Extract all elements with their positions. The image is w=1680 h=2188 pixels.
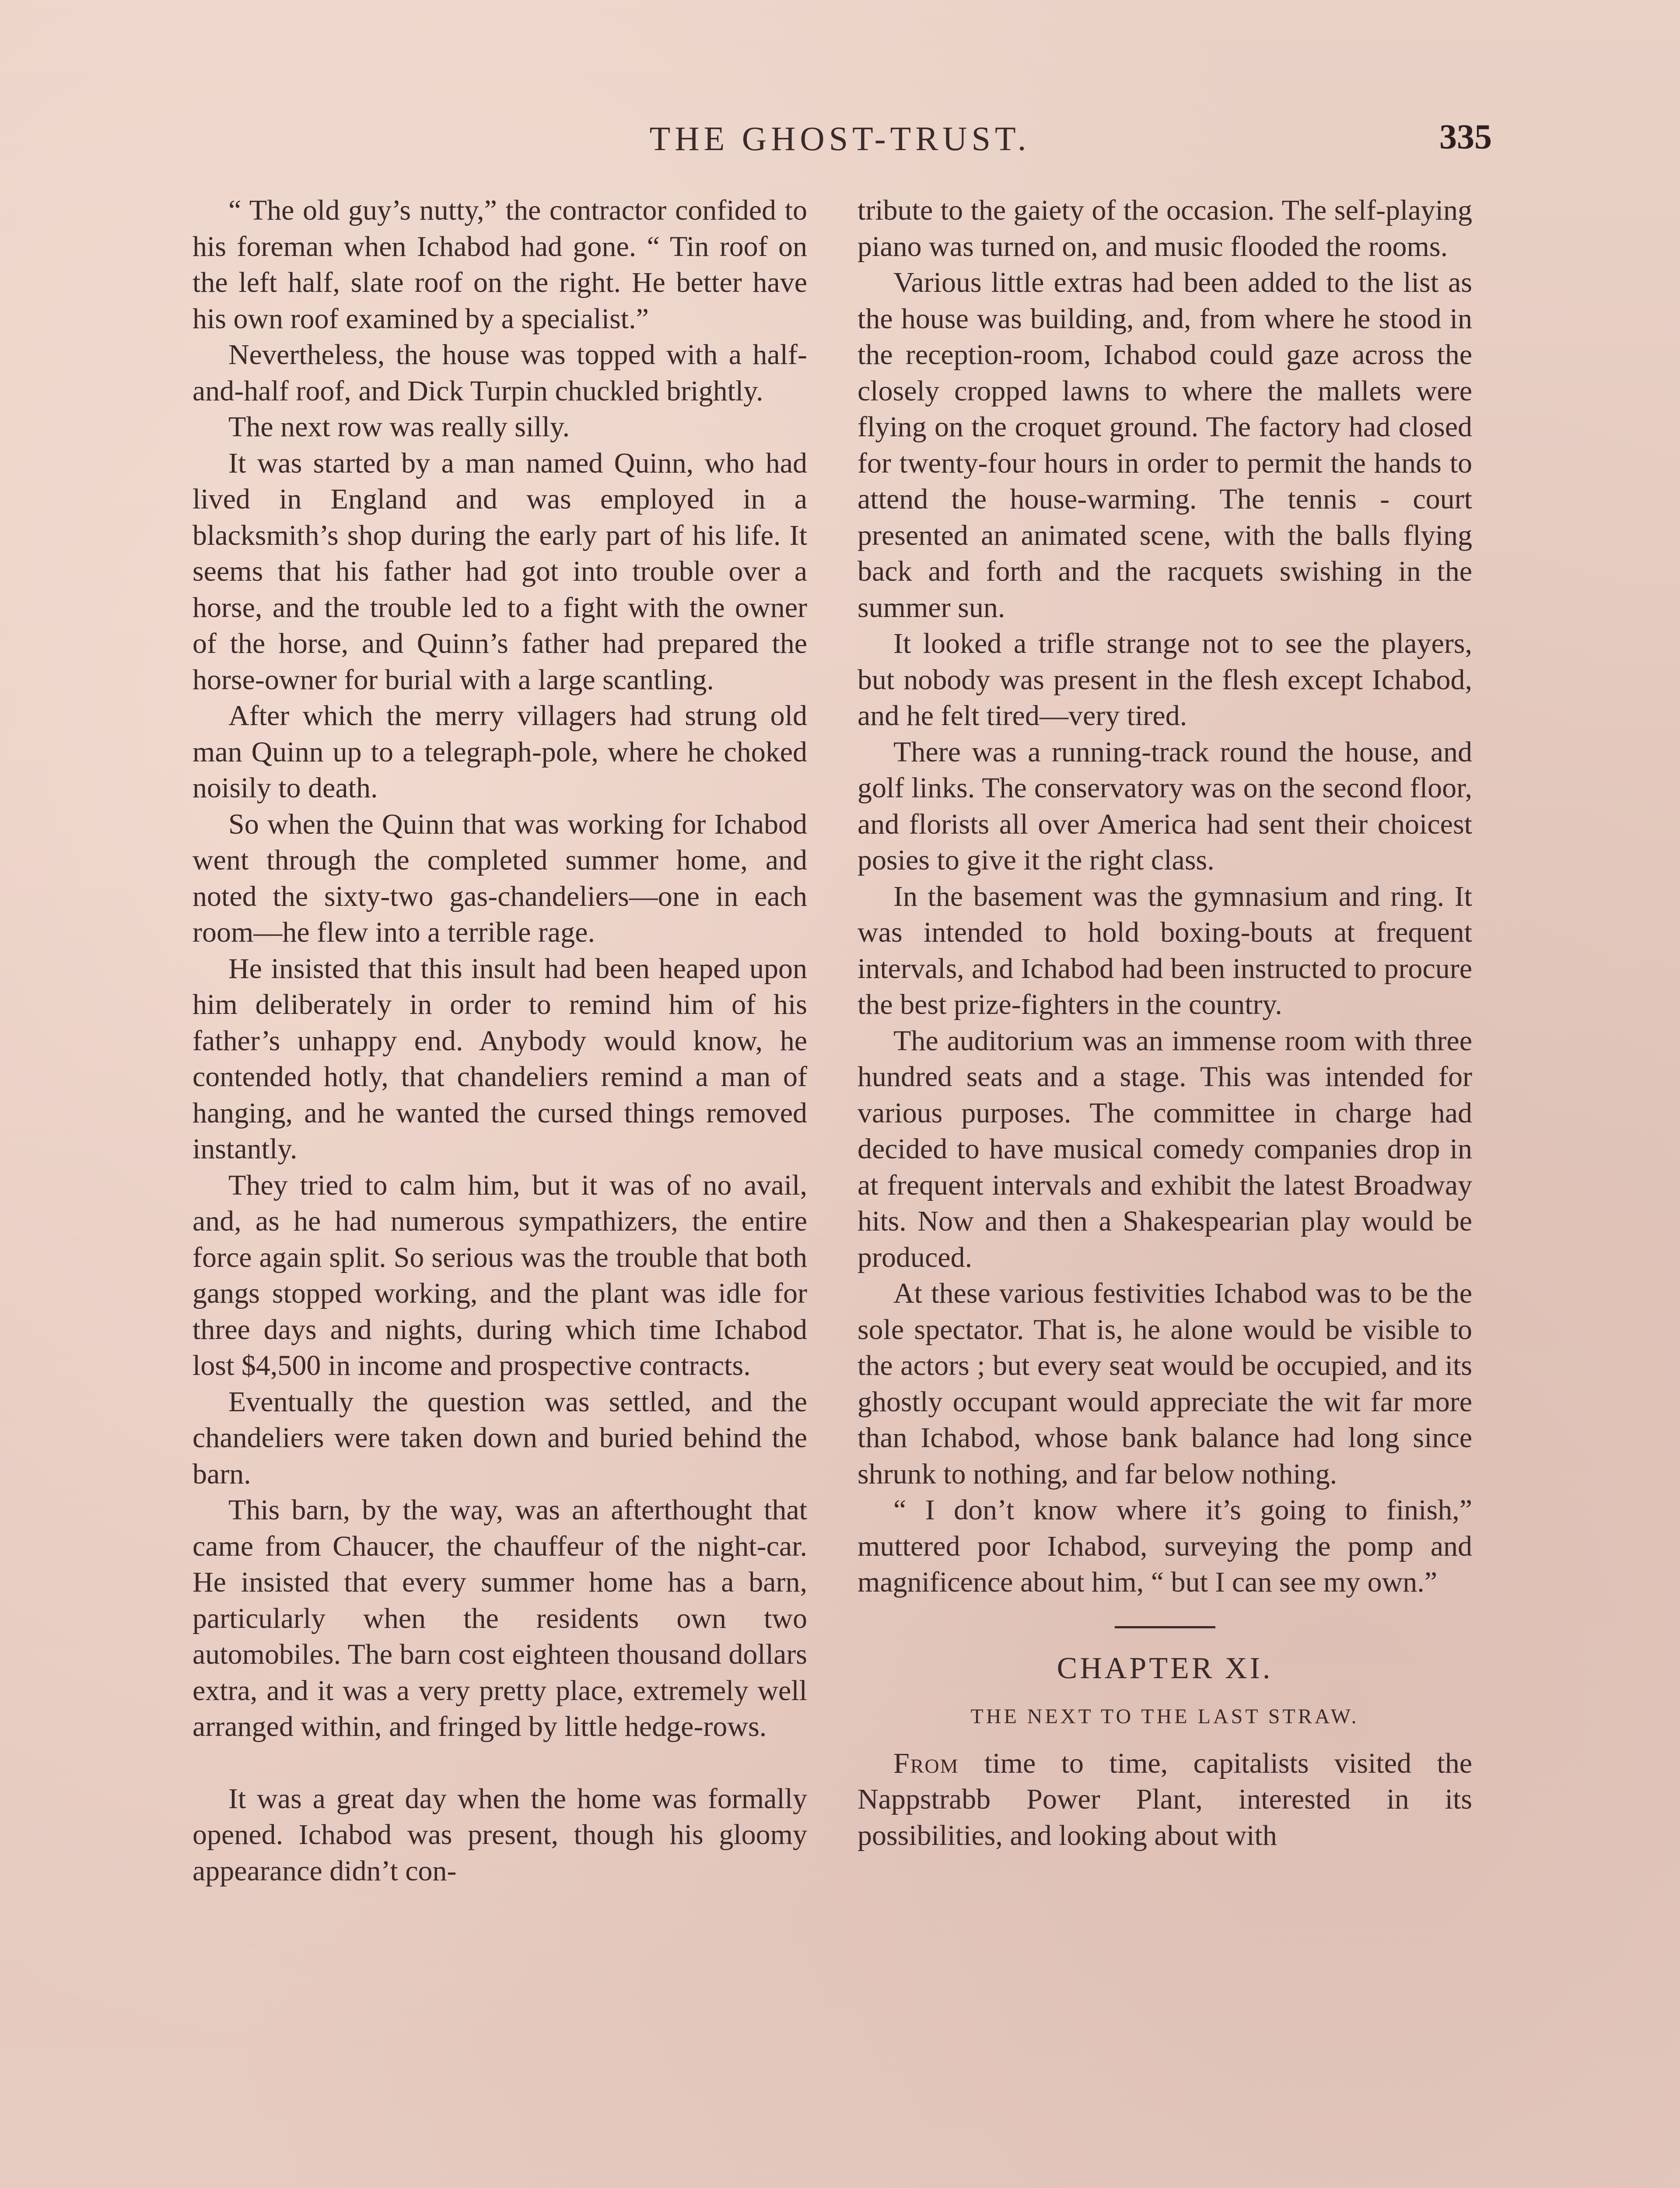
paragraph: This barn, by the way, was an afterthought that came from Chaucer, the chauffeur of the night-car. He insisted that every summer home has a barn, particularly when the residents own two automobiles. The barn cost eighteen thousand dollars extra, and it was a very pretty place, extremely well arranged within, and fringed by little hedge-rows. — [192, 1494, 807, 1743]
section-divider — [1115, 1626, 1215, 1628]
paragraph: After which the merry villagers had strung old man Quinn up to a telegraph-pole, where he choked noisily to death. — [192, 700, 807, 804]
chapter-opening-paragraph — [858, 1746, 1472, 1854]
paragraph: At these various festivities Ichabod was to be the sole spectator. That is, he alone would be visible to the actors ; but every seat would be occupied, and its ghostly occupant would appreciate the wit far more than Ichabod, whose bank balance had long since shrunk to nothing, and far below nothing. — [858, 1277, 1472, 1490]
right-text-column — [858, 193, 1472, 1854]
paragraph: “ The old guy’s nutty,” the contractor confided to his foreman when Ichabod had gone. “ Tin roof on the left half, slate roof on the right. He better have his own roof examined by a specialist.” — [192, 194, 807, 335]
opening-text: time to time, capitalists visited the Nappstrabb Power Plant, interested in its possibilities, and looking about with — [858, 1747, 1472, 1851]
paragraph: It was a great day when the home was formally opened. Ichabod was present, though his gloomy appearance didn’t con- — [192, 1782, 807, 1887]
chapter-subtitle: THE NEXT TO THE LAST STRAW. — [970, 1704, 1359, 1728]
paragraph: So when the Quinn that was working for Ichabod went through the completed summer home, and noted the sixty-two gas-chandeliers—one in each room—he flew into a terrible rage. — [192, 808, 807, 948]
paragraph: Various little extras had been added to the list as the house was building, and, from where he stood in the reception-room, Ichabod could gaze across the closely cropped lawns to where the mallets were flying on the croquet ground. The factory had closed for twenty-four hours in order to permit the hands to attend the house-warming. The tennis - court presented an animated scene, with the balls flying back and forth and the racquets swishing in the summer sun. — [858, 266, 1472, 624]
paragraph: He insisted that this insult had been heaped upon him deliberately in order to remind him of his father’s unhappy end. Anybody would know, he contended hotly, that chandeliers remind a man of hanging, and he wanted the cursed things removed instantly. — [192, 952, 807, 1165]
left-text-column — [192, 193, 807, 1889]
chapter-heading: CHAPTER XI. — [1057, 1651, 1273, 1685]
running-header-title: THE GHOST-TRUST. — [649, 119, 1031, 158]
paragraph: It was started by a man named Quinn, who had lived in England and was employed in a blacksmith’s shop during the early part of his life. It seems that his father had got into trouble over a horse, and the trouble led to a fight with the owner of the horse, and Quinn’s father had prepared the horse-owner for burial with a large scantling. — [192, 447, 807, 696]
paragraph: Eventually the question was settled, and the chandeliers were taken down and buried behind the barn. — [192, 1385, 807, 1490]
paragraph: Nevertheless, the house was topped with a half-and-half roof, and Dick Turpin chuckled brightly. — [192, 339, 807, 407]
paragraph: They tried to calm him, but it was of no avail, and, as he had numerous sympathizers, the entire force again split. So serious was the trouble that both gangs stopped working, and the plant was idle for three days and nights, during which time Ichabod lost $4,500 in income and prospective contracts. — [192, 1169, 807, 1382]
page-number: 335 — [1439, 118, 1492, 156]
opening-word: From — [893, 1747, 959, 1779]
paragraph: The next row was really silly. — [228, 411, 570, 443]
paragraph: There was a running-track round the house, and golf links. The conservatory was on the second floor, and florists all over America had sent their choicest posies to give it the right class. — [858, 736, 1472, 876]
paragraph: The auditorium was an immense room with three hundred seats and a stage. This was intended for various purposes. The committee in charge had decided to have musical comedy companies drop in at frequent intervals and exhibit the latest Broadway hits. Now and then a Shakespearian play would be produced. — [858, 1024, 1472, 1273]
paragraph-continued: tribute to the gaiety of the occasion. The self-playing piano was turned on, and music flooded the rooms. — [858, 194, 1472, 263]
paragraph: In the basement was the gymnasium and ring. It was intended to hold boxing-bouts at frequent intervals, and Ichabod had been instructed to procure the best prize-fighters in the country. — [858, 880, 1472, 1020]
paragraph: It looked a trifle strange not to see the players, but nobody was present in the flesh except Ichabod, and he felt tired—very tired. — [858, 628, 1472, 732]
paragraph: “ I don’t know where it’s going to finish,” muttered poor Ichabod, surveying the pomp and magnificence about him, “ but I can see my own.” — [858, 1494, 1472, 1598]
